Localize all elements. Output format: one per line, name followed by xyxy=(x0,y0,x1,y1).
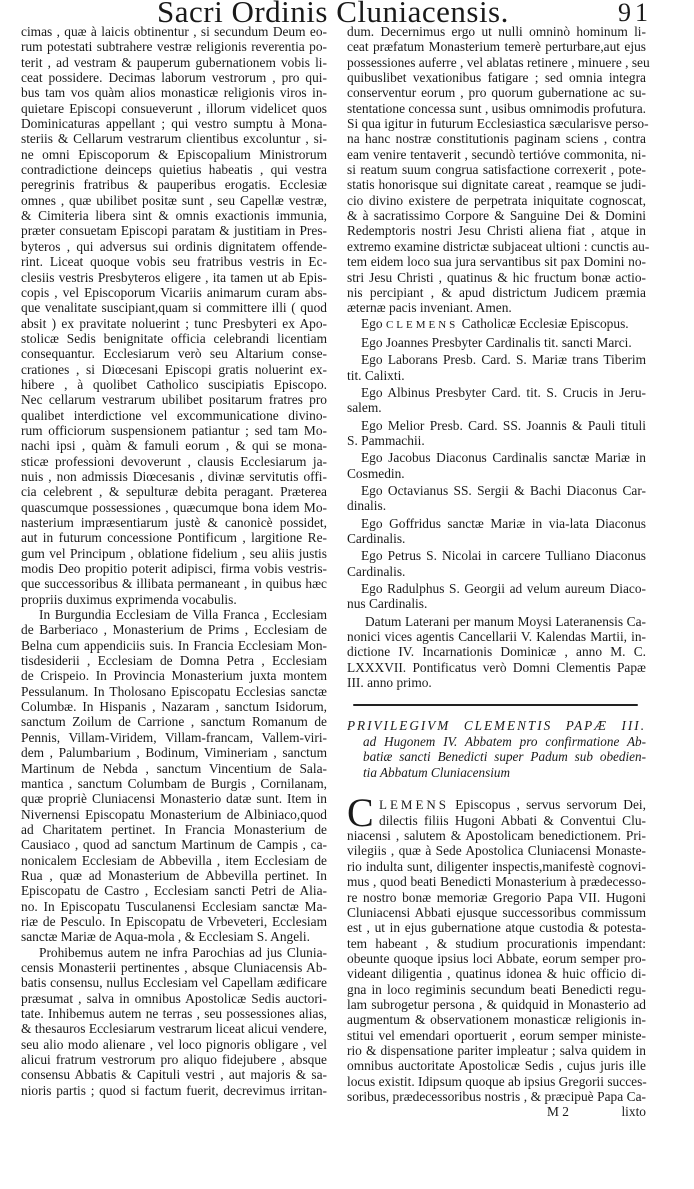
drop-cap: C xyxy=(347,790,374,836)
paragraph-prohibitions xyxy=(21,945,327,1098)
signature-cont: dinalis. xyxy=(347,498,387,514)
text-line: dilectis filiis Hugoni Abbati & Conventui Clu- xyxy=(379,812,646,828)
text-line: & à sacratissimo Corpore & Sanguine Dei & Domini xyxy=(347,208,646,224)
text-line: terit , ad vestram & pauperum gubernationem vobis li- xyxy=(21,54,327,70)
text-line: locus existit. Idipsum quoque ab ipsius Gregorii succes- xyxy=(347,1073,647,1089)
text-line: nasterium impræsentiarum justè & canonicè possidet, xyxy=(21,515,327,530)
text-line: statis honorisque sui dignitate careat , reamque se judi- xyxy=(347,177,646,193)
text-line: tem eidem loco sua jura servantibus sit pax Domini no- xyxy=(347,254,646,270)
text-line: quibuslibet vexationibus fatigare ; sed omnia integra xyxy=(347,70,646,86)
text-line: cia celebrent , & sepulturæ debita peragant. Præterea xyxy=(21,484,327,500)
pope-name: CLEMENS xyxy=(385,318,459,331)
text-line: nis percipiant , & apud districtum Judicem præmia xyxy=(347,284,646,300)
text-line: dem , Palumbarium , Bodinum, Vimineriam , sanctum xyxy=(21,745,327,761)
signature: Ego Joannes Presbyter Cardinalis tit. sancti Marci. xyxy=(361,334,632,350)
text-line: dictione IV. Incarnationis Dominicæ , anno M. C. xyxy=(347,644,646,660)
text-line: steriis & Cellarum vestrarum clientibus excoluntur , si- xyxy=(21,131,327,147)
text-line: omnibus auctoritate Apostolicæ Sedis , cujus juris ille xyxy=(347,1058,646,1074)
text-line: augmentum & observationem monasticæ religionis in- xyxy=(347,1012,646,1028)
text-line: Si qua igitur in futurum Ecclesiastica sæcularisve perso- xyxy=(347,116,649,132)
text-line: III. anno primo. xyxy=(347,675,432,691)
text-line: & thesauros Ecclesiarum vestrarum liceat alicui vendere, xyxy=(21,1021,327,1037)
signature-cont: Cardinalis. xyxy=(347,563,406,579)
paragraph-continuation xyxy=(21,24,327,607)
text-line: no. In Episcopatu Tusculanensi Ecclesiam sanctæ Ma- xyxy=(21,898,327,914)
text-line: absit ) ex pravitate noluerint ; tunc Presbyteri ex Apo- xyxy=(21,315,327,331)
text-line: seu alio modo alienare , vel loco pignoris obligare , vel xyxy=(21,1036,327,1052)
catchword: lixto xyxy=(621,1104,646,1120)
text-line: tate. Inhibemus autem ne terras , seu possessiones alias, xyxy=(21,1006,327,1021)
signature-mark: M 2 xyxy=(547,1104,569,1120)
signature: Ego Goffridus sanctæ Mariæ in via-lata Diaconus xyxy=(361,515,646,531)
text-line: Nivernensi Episcopatu Monasterium de Albiniaco,quod xyxy=(21,806,327,822)
text-line: quæ propriè Cluniacensi Monasterio datæ sunt. Item in xyxy=(21,791,327,807)
text-line: ceat præfatum Monasterium temerè perturbare,aut ejus xyxy=(347,39,646,55)
text-line: Cluniacensi Abbati ejusque successoribus commissum xyxy=(347,904,646,920)
text-line: riæ de Pesculo. In Episcopatu de Vrbeveteri, Ecclesiam xyxy=(21,913,327,929)
text-line: cio divino existere de perpetrata iniquitate cognoscat, xyxy=(347,192,646,208)
text-line: sticæ professioni devoverunt , clausis Ecclesiarum ja- xyxy=(21,453,327,469)
text-line: nachi ipsi , quàm & famuli eorum , & qui se mona- xyxy=(21,438,327,454)
signature: Ego Jacobus Diaconus Cardinalis sanctæ Mariæ in xyxy=(361,450,646,466)
text-line: de Crispeio. In Provincia Monasterium juxta montem xyxy=(21,668,327,684)
section-divider xyxy=(353,704,638,706)
heading-line: ad Hugonem IV. Abbatem pro confirmatione Ab- xyxy=(363,733,646,749)
text-line: videant diligentia , quatinus idonea & huic officio di- xyxy=(347,966,646,982)
text-line: niacensi , salutem & Apostolicam benedictionem. Pri- xyxy=(347,828,646,844)
text-line: consensu Abbatis & Capituli vestri , aut majoris & sa- xyxy=(21,1067,327,1083)
text-line: obeunte quoque ipsius loci Abbate, eorum semper pro- xyxy=(347,950,646,966)
signature: Ego Petrus S. Nicolai in carcere Tulliano Diaconus xyxy=(361,548,646,564)
paragraph-decree xyxy=(347,24,650,316)
text-line: Rua , quæ ad Monasterium de Abbevilla pertinet. In xyxy=(21,867,327,883)
signature-cont: nus Cardinalis. xyxy=(347,596,428,612)
text-line: rio indulta sunt, diligenter inspectis,manifestè cognovi- xyxy=(347,858,646,874)
text-line: consequantur. Ecclesiarum verò seu Altarium conse- xyxy=(21,346,327,362)
text-line: dum. Decernimus ergo ut nulli omninò hominum li- xyxy=(347,24,646,39)
text-line: Nec cellarum vestrarum ubilibet positarum fratres pro xyxy=(21,392,327,408)
page-footer xyxy=(347,1104,646,1119)
text-line: sanctum Zoilum de Carrione , sanctum Romanum de xyxy=(21,714,327,730)
heading-line: tia Abbatum Cluniacensium xyxy=(363,764,511,780)
text-line: rum officiorum suspensionem patiantur ; sed tam Mo- xyxy=(21,422,327,438)
text-line: que venalitate suscipiant,quam si committere illi ( quod xyxy=(21,300,327,316)
text-line: extremo examine districtæ subjaceat ultioni : cunctis au- xyxy=(347,238,650,254)
text-line: Pessulanum. In Tholosano Episcopatu Ecclesias sanctæ xyxy=(21,683,327,699)
text-line: clesiis vestris Presbyteros eligere , ita tamen ut ab Epis- xyxy=(21,269,327,285)
text-line: stitui vel emendari oportuerit , eorum semper ministe- xyxy=(347,1027,646,1043)
text-line: conserventur eorum , pro quorum gubernatione ac su- xyxy=(347,85,646,101)
text-line: peregrinis fratribus & pauperibus erogatis. Ecclesiæ xyxy=(21,177,327,193)
text-line: ceat possidere. Decimas laborum vestrorum , pro qui- xyxy=(21,70,327,86)
text-line: alicui fratrum vestrorum pro aliquo fidejubere , absque xyxy=(21,1052,327,1068)
text-line: de Barberiaco , Monasterium de Prims , Ecclesiam de xyxy=(21,622,327,638)
text-line: modis Deo propitio poterit adipisci, firma vobis vestris- xyxy=(21,561,327,577)
first-word: LEMENS xyxy=(379,797,449,813)
text-line: quietare Episcopi consueverunt , illorum videlicet quos xyxy=(21,100,327,116)
heading-line: batiæ sancti Benedicti super Padum sub obedien- xyxy=(363,749,646,765)
text-line: Episcopatu de Castro , Ecclesiam sancti Petri de Alia- xyxy=(21,883,327,899)
text-line: rint. Liceat quoque vobis seu fratribus vestris in Ec- xyxy=(21,254,327,270)
text-line: nonicalem Ecclesiam de Abbevilla , item Ecclesiam de xyxy=(21,852,327,868)
text-line: aut in futurum concessione Pontificum , largitione Re- xyxy=(21,530,327,546)
heading-line: PRIVILEGIVM CLEMENTIS PAPÆ III. xyxy=(347,718,646,734)
text-line: batis consensu, nullus Ecclesiam vel Capellam ædificare xyxy=(21,975,327,991)
text-line: Martinum de Nebda , sanctum Vincentium de Sala- xyxy=(21,760,327,776)
text-line: que successoribus & illibata permaneant , in quibus hæc xyxy=(21,576,327,592)
running-header xyxy=(0,0,694,29)
text-line: qualibet interdictione vel excommunicatione divino- xyxy=(21,407,327,423)
text-line: Dominicaturas appellant ; qui vestro sumptu à Mona- xyxy=(21,116,327,132)
text-line: sanctæ Mariæ de Aqua-mola , & Ecclesiam S. Angeli. xyxy=(21,929,310,945)
text-line: nioris partis ; quod si factum fuerit, decrevimus irritan- xyxy=(21,1082,327,1098)
text-line: gum vel Principum , oblatione fidelium , seu aliis justis xyxy=(21,545,327,561)
text-line: censis Monasterii pertinentes , absque Cluniacensis Ab- xyxy=(21,959,327,975)
signature: Ego Laborans Presb. Card. S. Mariæ trans Tiberim xyxy=(361,352,646,368)
text-line: ne omni Episcoporum & Episcopalium Ministrorum xyxy=(21,146,327,162)
text-line: si reatum suum congrua satisfactione correxerit , pote- xyxy=(347,162,646,178)
text-line: copis , vel Episcoporum Vicariis animarum curam abs- xyxy=(21,284,327,300)
text-line: & Cimiteria libera sint & omnis exactionis immunia, xyxy=(21,208,327,224)
text-line: mus , quod beati Benedicti Monasterium à prædecesso- xyxy=(347,874,646,890)
text-line: cimas , quæ à laicis obtinentur , si secundum Deum eo- xyxy=(21,24,327,39)
signature-cont: Cosmedin. xyxy=(347,465,405,481)
signature-cont: S. Pammachii. xyxy=(347,432,425,448)
text-line: crationes , si Diœcesani Episcopi gratis noluerint ex- xyxy=(21,361,327,377)
text-line: propriis duximus exprimenda vocabulis. xyxy=(21,591,237,607)
text-line: mantica , sanctum Columbam de Burgis , Cornilanam, xyxy=(21,775,327,791)
page-number: 91 xyxy=(618,0,652,27)
text-line: stentatione concessa sunt , usibus omnimodis profutura. xyxy=(347,100,647,116)
text-line: Causiaco , quod ad sanctum Martinum de Campis , ca- xyxy=(21,837,327,853)
text-line: æternæ pacis inveniant. Amen. xyxy=(347,300,512,316)
left-column xyxy=(21,24,327,1098)
text-line: byteros , qui adversus sui ordinis dignitatem offende- xyxy=(21,238,327,254)
text-line: Pennis, Villam-Viridem, Villam-francam, Vallem-viri- xyxy=(21,729,327,745)
text-line: tem habeant , & studium procurationis impendant: xyxy=(347,935,646,951)
signature-clemens: Ego CLEMENS Catholicæ Ecclesiæ Episcopus. xyxy=(361,315,629,331)
signature-cont: salem. xyxy=(347,400,382,416)
text-line: præter consuetam Episcopi paratam & justitiam in Pres- xyxy=(21,223,327,239)
text-line: stri Jesu Christi , quatinus & hic fructum bonæ actio- xyxy=(347,269,646,285)
signature: Ego Octavianus SS. Sergii & Bachi Diaconus Car- xyxy=(361,482,646,498)
text-line: rum potestati subtrahere vestræ religionis reverentia po- xyxy=(21,39,327,55)
text-line: hibere , à quolibet Catholico suscipiatis Episcopo. xyxy=(21,376,327,392)
text-line: Redemptoris nostri Jesu Christi aliena fiat , atque in xyxy=(347,223,646,239)
text-line: possessiones auferre , vel ablatas retinere , minuere , seu xyxy=(347,54,650,70)
text-line: In Burgundia Ecclesiam de Villa Franca , Ecclesiam xyxy=(39,607,327,623)
text-line: re nostro bonæ memoriæ Gregorio Papa VII. Hugoni xyxy=(347,889,646,905)
text-line: Columbæ. In Hispanis , Nazaram , sanctum Isidorum, xyxy=(21,699,327,715)
text-line: nuis , non admissis Diœcesanis , divinæ servitutis offi- xyxy=(21,468,327,484)
signature-cont: Cardinalis. xyxy=(347,531,406,546)
text-line: LEMENS Episcopus , servus servorum Dei, xyxy=(379,797,646,813)
text-line: LXXXVII. Pontificatus verò Domni Clementis Papæ xyxy=(347,659,646,675)
text-line: vilegiis , quæ à Sede Apostolica Cluniacensi Monaste- xyxy=(347,843,646,859)
text-line: Prohibemus autem ne infra Parochias ad jus Clunia- xyxy=(39,944,327,960)
text-line: soribus, prædecessoribus nostris , & præcipuè Papa Ca- xyxy=(347,1088,646,1104)
privilege-body xyxy=(347,790,647,1120)
text-line: Datum Laterani per manum Moysi Lateranensis Ca- xyxy=(365,613,646,629)
signature: Ego Radulphus S. Georgii ad velum aureum Diaco- xyxy=(361,581,646,597)
signature: Ego Albinus Presbyter Card. tit. S. Crucis in Jeru- xyxy=(361,384,646,400)
text-line: præsumat , salva in omnibus Apostolicæ Sedis auctori- xyxy=(21,990,327,1006)
text-line: lam subrogetur persona , & quidquid in Monasterio ad xyxy=(347,996,646,1012)
text-line: quascumque possessiones , quæcumque bona idem Mo- xyxy=(21,499,327,515)
text-line: gna in loco regiminis secundum beati Benedicti regu- xyxy=(347,981,646,997)
signature: Ego Melior Presb. Card. SS. Joannis & Pauli tituli xyxy=(361,417,646,433)
running-title: Sacri Ordinis Cluniacensis. xyxy=(157,0,509,29)
text-line: nonici vices agentis Cancellarii V. Kalendas Martii, in- xyxy=(347,629,646,645)
text-line: tisdesiderii , Ecclesiam de Domna Petra , Ecclesiam xyxy=(21,653,327,669)
text-line: eam venire tentaverit , secundò tertióve commonita, ni- xyxy=(347,146,646,162)
text-line: stolicæ Sedis benignitate officia celebrandi licentiam xyxy=(21,330,327,346)
text-line: ad Charitatem pertinet. In Francia Monasterium de xyxy=(21,821,327,837)
text-line: Belna cum appendiciis suis. In Francia Ecclesiam Mon- xyxy=(21,637,327,653)
datum-paragraph xyxy=(347,614,646,691)
paragraph-possessions xyxy=(21,607,327,945)
right-column xyxy=(347,24,650,1120)
signature-cont: tit. Calixti. xyxy=(347,367,405,383)
text-line: omnes , quæ ubilibet positæ sunt , seu Capellæ vestræ, xyxy=(21,192,327,208)
text-line: rio & dispensatione pariter impleatur ; salva quidem in xyxy=(347,1042,646,1058)
text-line: est , ut in ejus gubernatione atque custodia & potesta- xyxy=(347,920,646,936)
text-line: na hanc nostræ constitutionis paginam sciens , contra xyxy=(347,131,646,147)
text-line: bus tam vos quàm alios monasticæ religionis viros in- xyxy=(21,85,327,101)
privilege-heading xyxy=(347,718,646,780)
signatures xyxy=(347,316,646,612)
text-line: contradictione deinceps quietius habeatis , qui vestra xyxy=(21,162,327,178)
